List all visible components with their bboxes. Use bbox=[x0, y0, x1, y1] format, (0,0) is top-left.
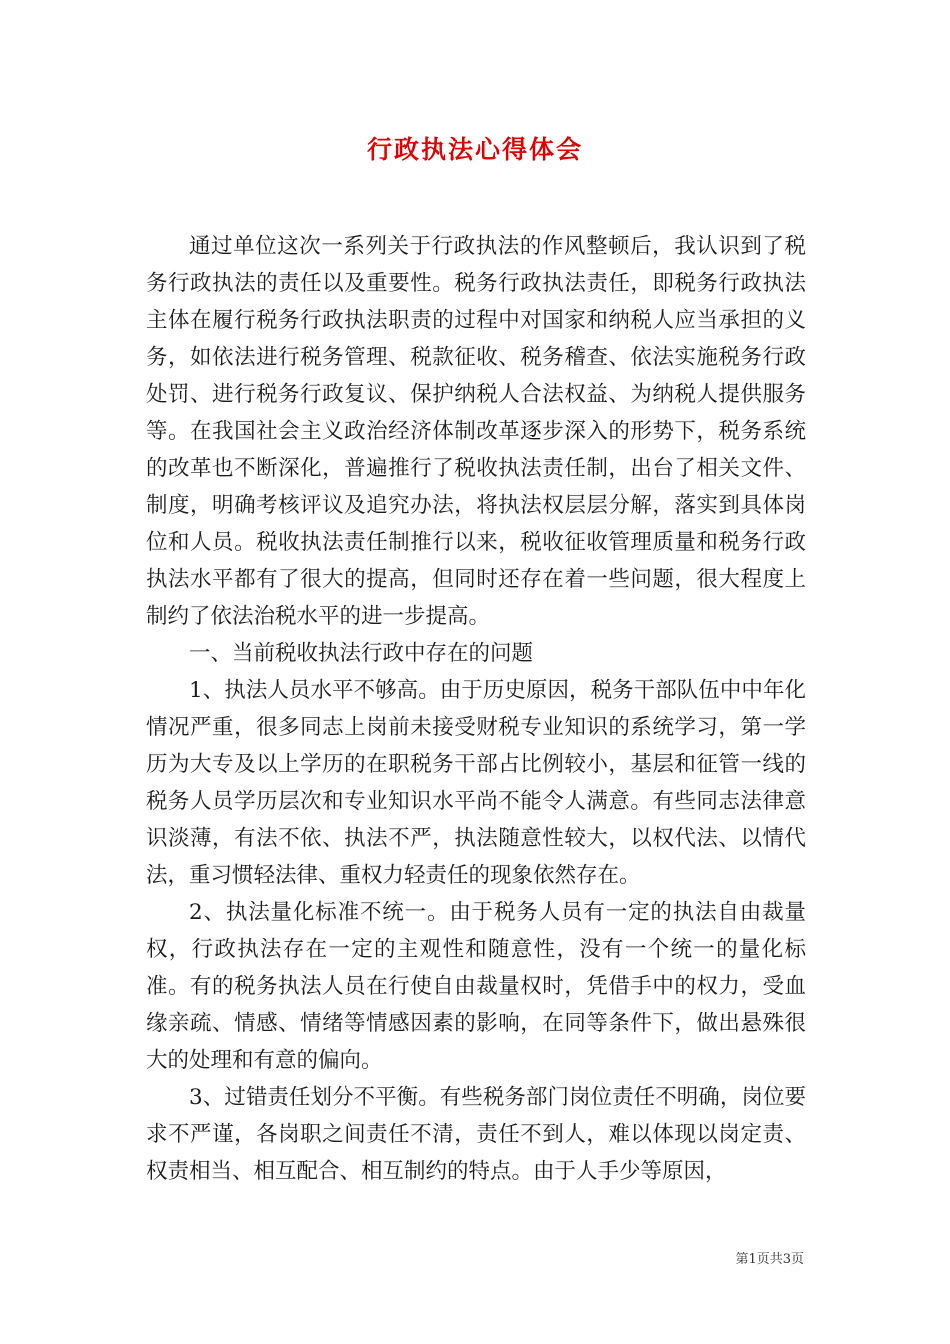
section-heading: 一、当前税收执法行政中存在的问题 bbox=[189, 641, 534, 666]
paragraph-point-3: 3、过错责任划分不平衡。有些税务部门岗位责任不明确，岗位要求不严谨，各岗职之间责任不清，责任不到人，难以体现以岗定责、权责相当、相互配合、相互制约的特点。由于人手少等原因， bbox=[146, 1085, 806, 1184]
page-number: 第1页共3页 bbox=[735, 1252, 804, 1267]
paragraph-intro: 通过单位这次一系列关于行政执法的作风整顿后，我认识到了税务行政执法的责任以及重要性。税务行政执法责任，即税务行政执法主体在履行税务行政执法职责的过程中对国家和纳税人应当承担的义务，如依法进行税务管理、税款征收、税务稽查、依法实施税务行政处罚、进行税务行政复议、保护纳税人合法权益、为纳税人提供服务等。在我国社会主义政治经济体制改革逐步深入的形势下，税务系统的改革也不断深化，普遍推行了税收执法责任制，出台了相关文件、制度，明确考核评议及追究办法，将执法权层层分解，落实到具体岗位和人员。税收执法责任制推行以来，税收征收管理质量和税务行政执法水平都有了很大的提高，但同时还存在着一些问题，很大程度上制约了依法治税水平的进一步提高。 bbox=[146, 234, 806, 629]
document-body bbox=[146, 228, 806, 1190]
document-title: 行政执法心得体会 bbox=[366, 135, 583, 164]
paragraph-point-1: 1、执法人员水平不够高。由于历史原因，税务干部队伍中中年化情况严重，很多同志上岗前未接受财税专业知识的系统学习，第一学历为大专及以上学历的在职税务干部占比例较小，基层和征管一线的税务人员学历层次和专业知识水平尚不能令人满意。有些同志法律意识淡薄，有法不依、执法不严，执法随意性较大，以权代法、以情代法，重习惯轻法律、重权力轻责任的现象依然存在。 bbox=[146, 678, 806, 888]
paragraph-point-2: 2、执法量化标准不统一。由于税务人员有一定的执法自由裁量权，行政执法存在一定的主观性和随意性，没有一个统一的量化标准。有的税务执法人员在行使自由裁量权时，凭借手中的权力，受血缘亲疏、情感、情绪等情感因素的影响，在同等条件下，做出悬殊很大的处理和有意的偏向。 bbox=[146, 900, 806, 1073]
